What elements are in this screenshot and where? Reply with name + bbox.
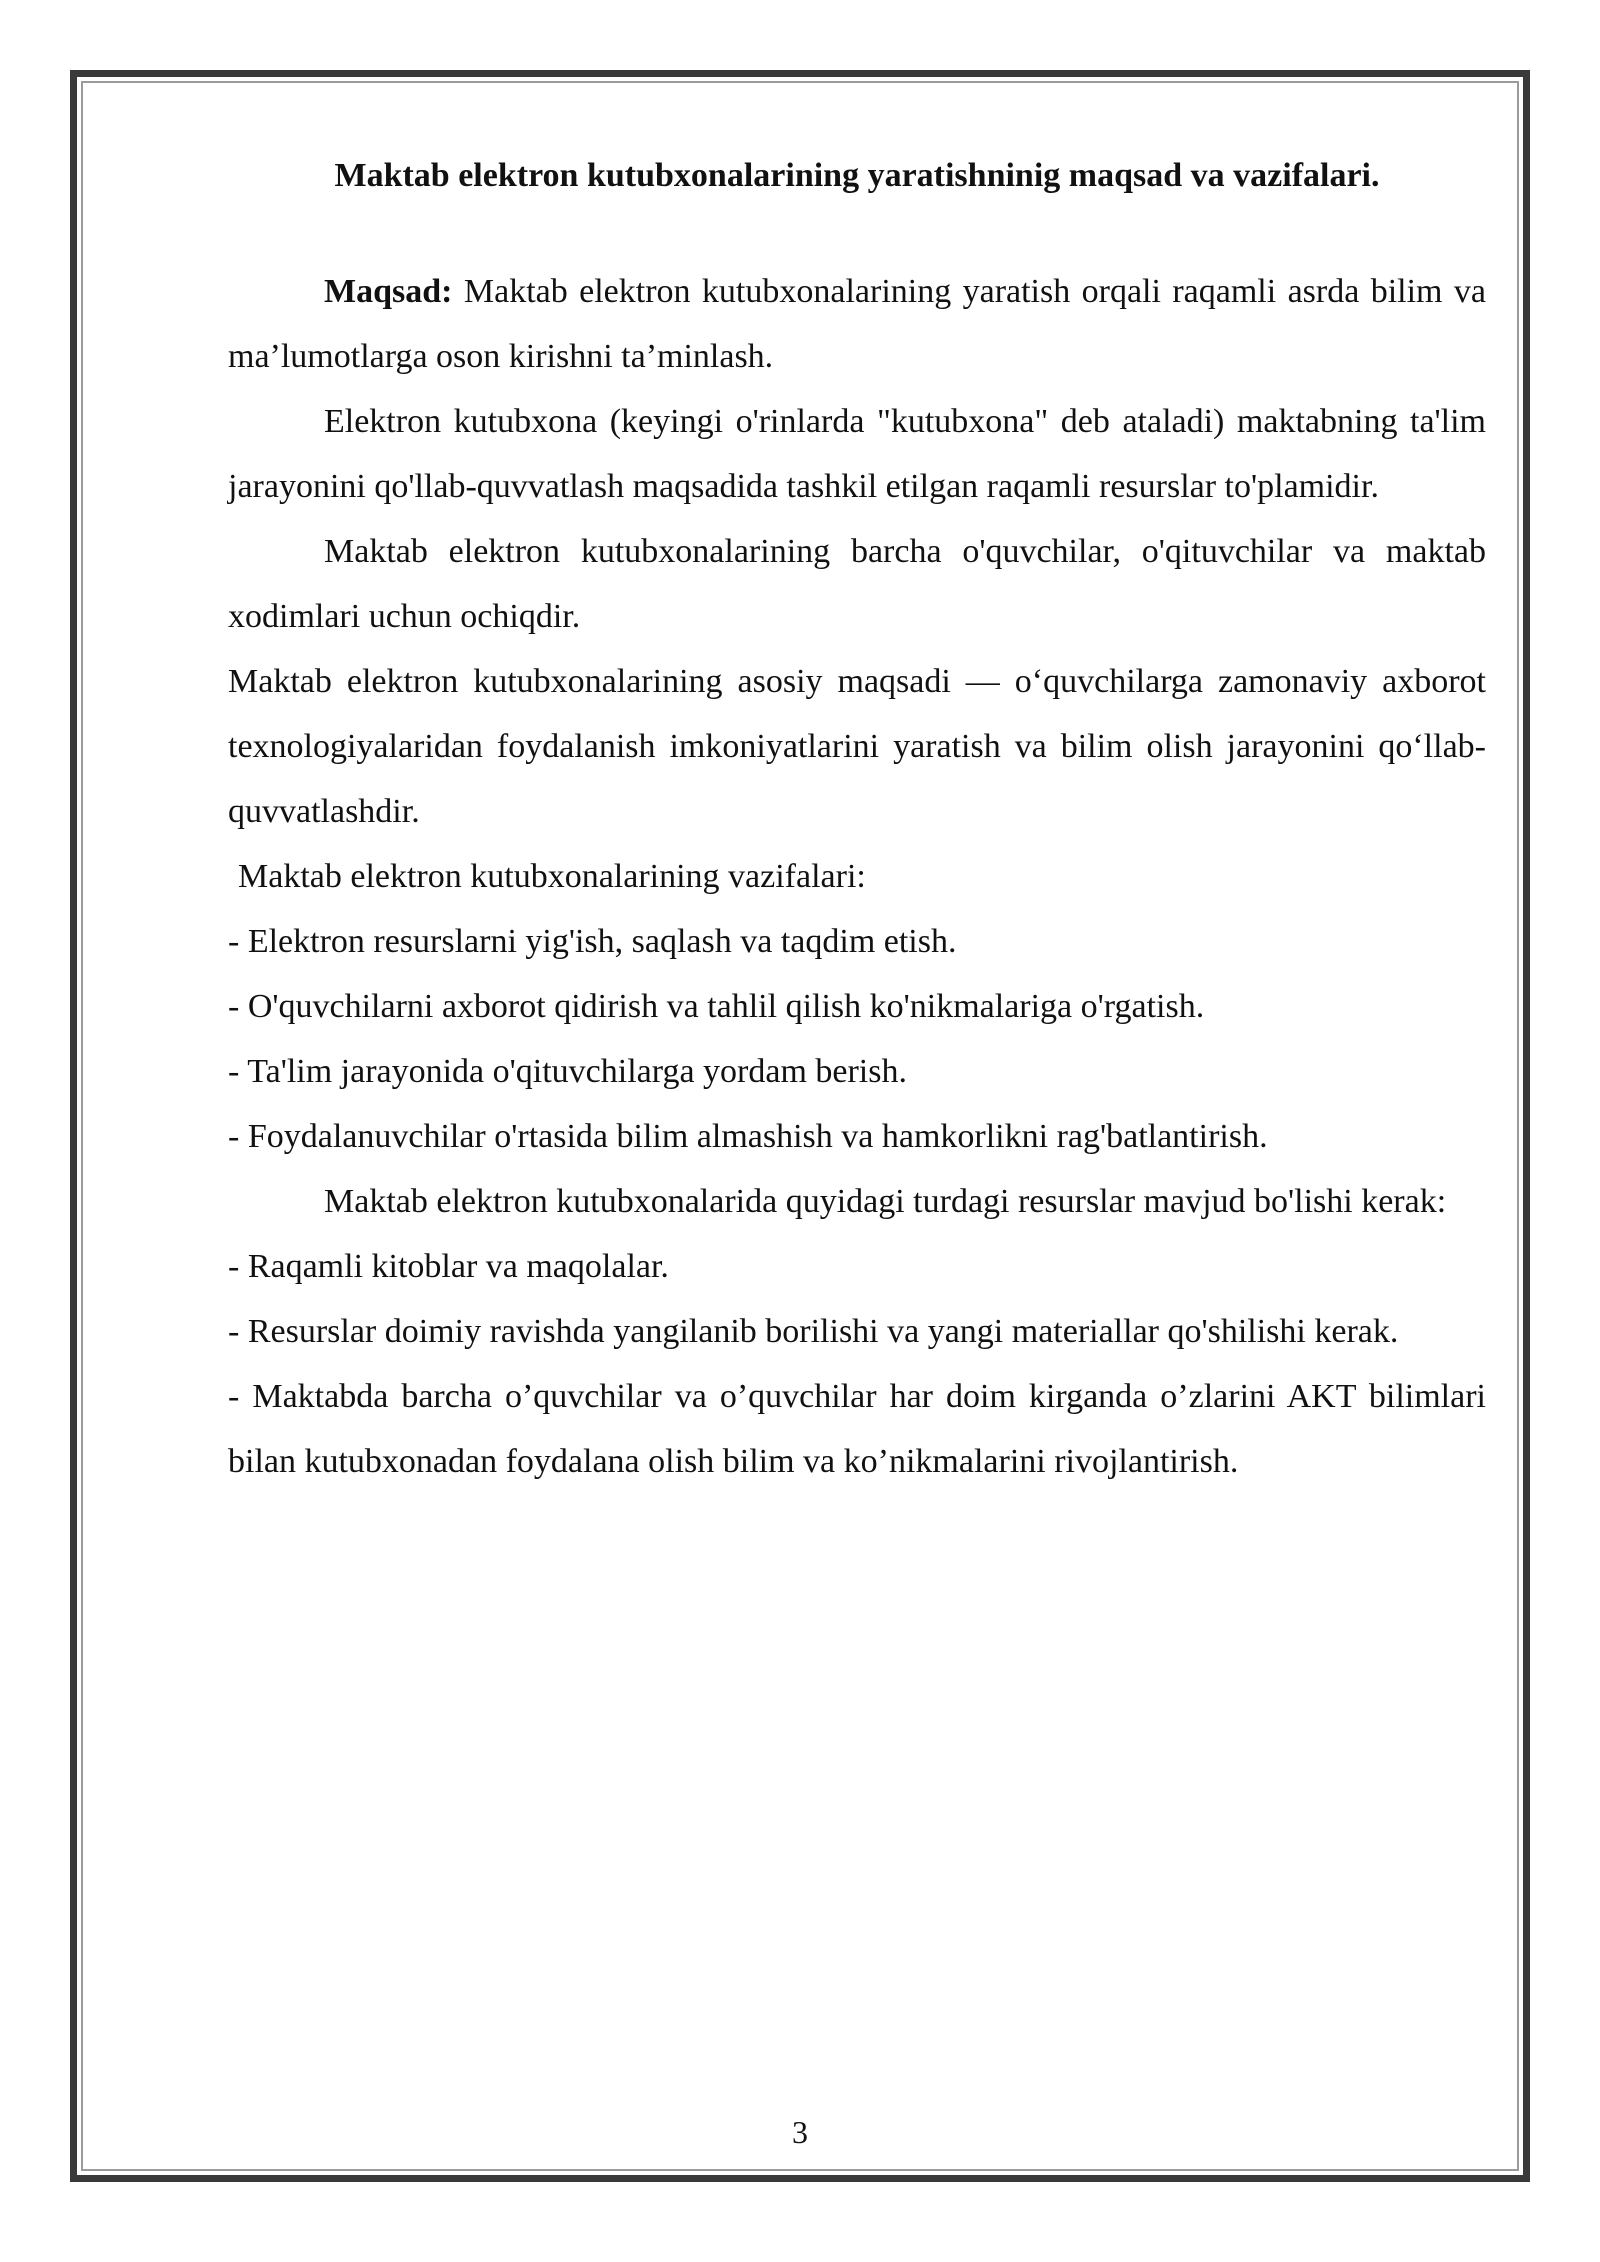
document-body xyxy=(228,148,1486,1494)
resource-item: - Maktabda barcha o’quvchilar va o’quvchilar har doim kirganda o’zlarini AKT bilimlari bilan kutubxonadan foydalana olish bilim va ko’nikmalarini rivojlantirish. xyxy=(228,1378,1486,1480)
goal-text: Maktab elektron kutubxonalarining yaratish orqali raqamli asrda bilim va ma’lumotlarga oson kirishni ta’minlash. xyxy=(228,273,1486,375)
document-title: Maktab elektron kutubxonalarining yaratishninig maqsad va vazifalari. xyxy=(334,157,1380,194)
goal-paragraph xyxy=(228,259,1486,389)
goal-label: Maqsad: xyxy=(324,273,453,310)
paragraph-resources: Maktab elektron kutubxonalarida quyidagi turdagi resurslar mavjud bo'lishi kerak: xyxy=(324,1183,1447,1220)
task-item: - Foydalanuvchilar o'rtasida bilim almashish va hamkorlikni rag'batlantirish. xyxy=(228,1118,1268,1155)
paragraph-definition: Elektron kutubxona (keyingi o'rinlarda "kutubxona" deb ataladi) maktabning ta'lim jarayonini qo'llab-quvvatlash maqsadida tashkil etilgan raqamli resurslar to'plamidir. xyxy=(228,403,1486,505)
paragraph-access: Maktab elektron kutubxonalarining barcha o'quvchilar, o'qituvchilar va maktab xodimlari uchun ochiqdir. xyxy=(228,533,1486,635)
tasks-heading: Maktab elektron kutubxonalarining vazifalari: xyxy=(238,858,866,895)
paragraph-main-goal: Maktab elektron kutubxonalarining asosiy maqsadi — o‘quvchilarga zamonaviy axborot texnologiyalaridan foydalanish imkoniyatlarini yaratish va bilim olish jarayonini qo‘llab-quvvatlashdir. xyxy=(228,663,1486,830)
page-number: 3 xyxy=(792,2114,808,2150)
resource-item: - Resurslar doimiy ravishda yangilanib borilishi va yangi materiallar qo'shilishi kerak. xyxy=(228,1313,1399,1350)
task-item: - Elektron resurslarni yig'ish, saqlash va taqdim etish. xyxy=(228,923,957,960)
task-item: - Ta'lim jarayonida o'qituvchilarga yordam berish. xyxy=(228,1053,907,1090)
task-item: - O'quvchilarni axborot qidirish va tahlil qilish ko'nikmalariga o'rgatish. xyxy=(228,988,1205,1025)
resource-item: - Raqamli kitoblar va maqolalar. xyxy=(228,1248,669,1285)
